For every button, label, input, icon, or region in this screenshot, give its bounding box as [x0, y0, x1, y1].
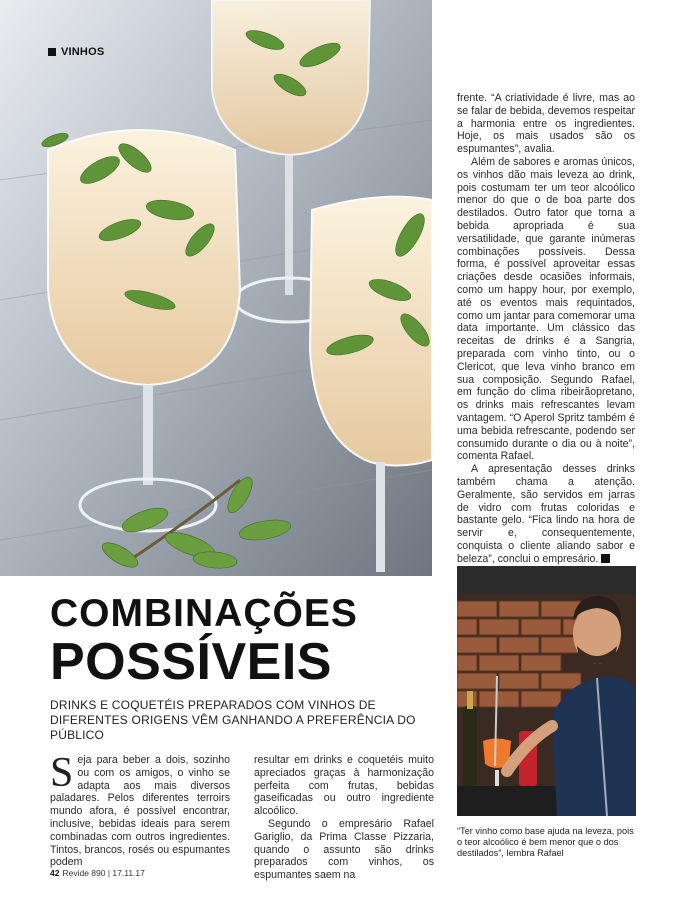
paragraph: resultar em drinks e coquetéis muito apreciados graças à harmonização perfeita com frutas, bebidas gaseificadas ou outro ingrediente alcoólico.	[254, 754, 434, 818]
subheadline: DRINKS E COQUETÉIS PREPARADOS COM VINHOS DE DIFERENTES ORIGENS VÊM GANHANDO A PREFERÊNCIA DO PÚBLICO	[50, 698, 416, 742]
main-photo-wine-cocktails	[0, 0, 432, 576]
section-square-icon	[48, 48, 56, 56]
paragraph: frente. “A criatividade é livre, mas ao se falar de bebida, devemos respeitar a harmonia entre os ingredientes. Hoje, os mais usados são os espumantes”, avalia.	[457, 92, 635, 156]
page-number: 42	[50, 868, 60, 878]
photo-caption: “Ter vinho como base ajuda na leveza, pois o teor alcoólico é bem menor que o dos destilados”, lembra Rafael	[457, 826, 634, 858]
section-tag	[48, 46, 104, 58]
end-mark-icon	[601, 554, 610, 563]
paragraph: Seja para beber a dois, sozinho ou com os amigos, o vinho se adapta aos mais diversos paladares. Pelos diferentes terroirs mundo afora, é possível encontrar, inclusive, bebidas ideais para serem combinadas com outros ingredientes. Tintos, brancos, rosés ou espumantes podem	[50, 750, 230, 869]
headline-line-1: COMBINAÇÕES	[50, 592, 358, 635]
body-column-left	[50, 750, 230, 869]
section-label: VINHOS	[61, 46, 105, 58]
dropcap: S	[50, 750, 74, 796]
body-column-right	[457, 92, 635, 565]
chef-photo	[457, 566, 636, 816]
paragraph: Além de sabores e aromas únicos, os vinhos dão mais leveza ao drink, pois costumam ter um teor alcoólico menor do que o de boa parte dos destilados. Outro fator que torna a bebida apropriada é sua versatilidade, que garante inúmeras combinações possíveis. Dessa forma, é possível aproveitar essas criações desde ocasiões informais, como um happy hour, por exemplo, até os eventos mais requintados, como um jantar para comemorar uma data importante. Um clássico das receitas de drinks é a Sangria, preparada com vinho tinto, ou o Clericot, que leva vinho branco em sua composição. Segundo Rafael, em função do clima ribeirãopretano, os drinks mais refrescantes levam vantagem. “O Aperol Spritz também é uma bebida refrescante, podendo ser consumido durante o dia ou à noite”, comenta Rafael.	[457, 155, 635, 463]
paragraph: Segundo o empresário Rafael Gariglio, da Prima Classe Pizzaria, quando o assunto são drinks preparados com vinhos, os espumantes saem na	[254, 817, 434, 882]
paragraph: A apresentação desses drinks também chama a atenção. Geralmente, são servidos em jarras de vidro com frutas coloridas e bastante gelo. “Fica lindo na hora de servir e, consequentemente, conquista o cliente aliando sabor e beleza”, conclui o empresário.	[457, 463, 635, 565]
folio-text: Revide 890 | 17.11.17	[62, 868, 145, 878]
body-column-middle	[254, 754, 434, 882]
headline-line-2: POSSÍVEIS	[50, 633, 332, 691]
folio	[50, 868, 145, 878]
